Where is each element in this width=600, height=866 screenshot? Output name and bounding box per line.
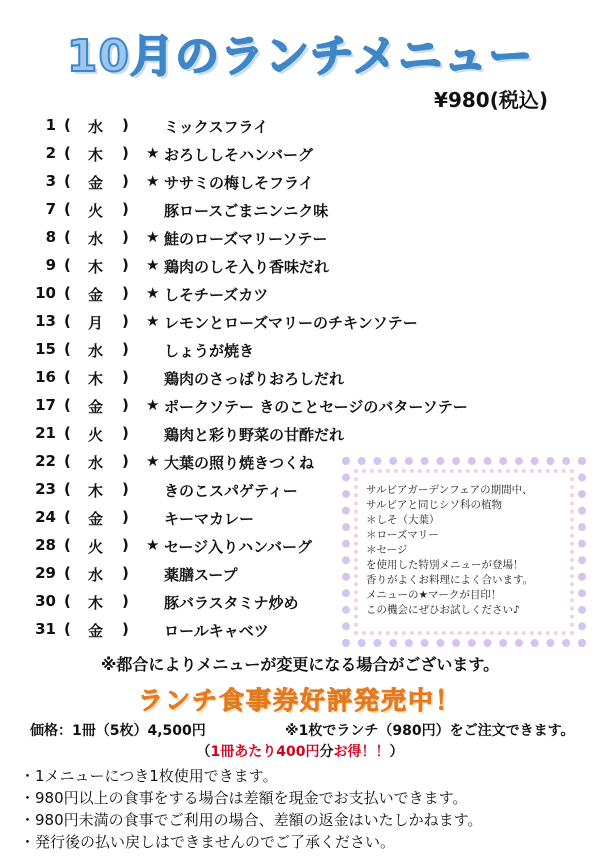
rule-item: ・発行後の払い戻しはできませんのでご了承ください。 [20, 833, 396, 851]
note-line: ＊しそ（大葉） [366, 514, 440, 526]
menu-dish: しそチーズカツ [164, 286, 269, 304]
paren-open: ( [64, 452, 71, 470]
paren-close: ) [122, 564, 129, 582]
menu-dish: キーマカレー [164, 510, 255, 528]
savings-exclaim: お得！！ [333, 744, 390, 760]
paren-close: ) [122, 480, 129, 498]
star-icon: ★ [146, 172, 160, 190]
menu-dish: 鶏肉と彩り野菜の甘酢だれ [164, 426, 345, 444]
star-icon: ★ [146, 228, 160, 246]
menu-day: 30 [35, 592, 56, 610]
menu-dish: おろししそハンバーグ [164, 146, 313, 164]
menu-dish: 鶏肉のさっぱりおろしだれ [164, 370, 345, 388]
menu-day: 24 [35, 508, 56, 526]
paren-close: ) [122, 452, 129, 470]
paren-open: ( [64, 564, 71, 582]
rule-item: ・980円未満の食事でご利用の場合、差額の返金はいたしかねます。 [20, 811, 483, 829]
note-line: ＊セージ [366, 544, 408, 556]
menu-weekday: 金 [88, 510, 104, 528]
menu-dish: 薬膳スープ [164, 566, 238, 584]
ticket-sale-title: ランチ食事券好評発売中！ [137, 686, 462, 715]
menu-dish: ロールキャベツ [164, 622, 269, 640]
ticket-price-line [30, 720, 590, 740]
paren-open: ( [64, 172, 71, 190]
paren-close: ) [122, 200, 129, 218]
menu-weekday: 木 [88, 258, 104, 276]
menu-weekday: 水 [88, 118, 104, 136]
menu-weekday: 火 [88, 202, 104, 220]
paren-open: ( [64, 536, 71, 554]
note-line: を使用した特別メニューが登場！ [366, 559, 524, 571]
menu-dish: ササミの梅しそフライ [164, 174, 314, 192]
star-icon: ★ [146, 536, 160, 554]
menu-day: 7 [45, 200, 56, 218]
menu-day: 15 [35, 340, 56, 358]
note-line: サルビアと同じシソ科の植物 [366, 499, 502, 511]
paren-close: ) [122, 340, 129, 358]
menu-weekday: 火 [88, 538, 104, 556]
menu-day: 28 [35, 536, 56, 554]
menu-weekday: 水 [88, 230, 104, 248]
paren-close: ) [122, 508, 129, 526]
paren-close: ) [122, 284, 129, 302]
lunch-price: ¥980(税込) [434, 88, 548, 112]
paren-close: ) [122, 396, 129, 414]
menu-day: 13 [35, 312, 56, 330]
star-icon: ★ [146, 284, 160, 302]
paren-open: ( [64, 116, 71, 134]
paren-close: ) [122, 256, 129, 274]
note-line: サルビアガーデンフェアの期間中、 [366, 484, 533, 496]
menu-day: 9 [45, 256, 56, 274]
note-line: この機会にぜひお試しください♪ [366, 604, 520, 616]
star-icon: ★ [146, 312, 160, 330]
menu-weekday: 金 [88, 622, 104, 640]
paren-open: ( [64, 200, 71, 218]
paren-open: ( [64, 620, 71, 638]
paren-close: ) [122, 172, 129, 190]
menu-day: 29 [35, 564, 56, 582]
menu-day: 10 [35, 284, 56, 302]
rule-item: ・1メニューにつき1枚使用できます。 [20, 767, 278, 785]
menu-dish: 豚バラスタミナ炒め [164, 594, 299, 612]
menu-dish: 鶏肉のしそ入り香味だれ [164, 258, 330, 276]
paren-close: ) [122, 620, 129, 638]
rule-item: ・980円以上の食事をする場合は差額を現金でお支払いできます。 [20, 789, 468, 807]
menu-weekday: 金 [88, 398, 104, 416]
paren-open: ( [64, 508, 71, 526]
herb-fair-note [342, 457, 586, 647]
menu-weekday: 木 [88, 594, 104, 612]
paren-open: ( [64, 228, 71, 246]
menu-day: 22 [35, 452, 56, 470]
menu-weekday: 月 [88, 314, 104, 332]
menu-dish: きのこスパゲティー [164, 482, 298, 500]
star-icon: ★ [146, 256, 160, 274]
menu-weekday: 火 [88, 426, 104, 444]
paren-close: ) [122, 536, 129, 554]
menu-weekday: 木 [88, 146, 104, 164]
menu-day: 3 [45, 172, 56, 190]
paren-open: ( [64, 312, 71, 330]
star-icon: ★ [146, 396, 160, 414]
menu-dish: ポークソテー きのことセージのバターソテー [164, 398, 468, 416]
ticket-price: 価格：1冊（5枚）4,500円 [30, 723, 206, 739]
note-line: メニューの★マークが目印！ [366, 589, 502, 601]
menu-weekday: 金 [88, 286, 104, 304]
menu-day: 21 [35, 424, 56, 442]
paren-open: ( [64, 368, 71, 386]
menu-dish: レモンとローズマリーのチキンソテー [164, 314, 418, 332]
menu-weekday: 木 [88, 370, 104, 388]
paren-close: ) [122, 368, 129, 386]
page-title: 10月のランチメニュー [66, 31, 534, 82]
menu-dish: 豚ロースごまニンニク味 [164, 202, 329, 220]
paren-close: ) [122, 116, 129, 134]
paren-open: ( [64, 144, 71, 162]
menu-day: 1 [45, 116, 56, 134]
paren-open: ( [64, 424, 71, 442]
paren-close: ) [122, 144, 129, 162]
ticket-savings [0, 741, 600, 761]
paren-close: ） [389, 744, 404, 760]
paren-open: （ [196, 744, 211, 760]
paren-close: ) [122, 424, 129, 442]
savings-highlight: 1冊あたり400円 [210, 744, 320, 760]
paren-open: ( [64, 284, 71, 302]
paren-close: ) [122, 228, 129, 246]
menu-day: 17 [35, 396, 56, 414]
paren-open: ( [64, 592, 71, 610]
menu-change-notice: ※都合によりメニューが変更になる場合がございます。 [100, 655, 500, 674]
menu-weekday: 金 [88, 174, 104, 192]
savings-mid: 分 [319, 744, 334, 760]
paren-close: ) [122, 592, 129, 610]
menu-day: 31 [35, 620, 56, 638]
menu-dish: しょうが焼き [164, 342, 255, 360]
note-line: 香りがよくお料理によく合います。 [366, 574, 534, 586]
menu-weekday: 木 [88, 482, 104, 500]
menu-day: 8 [45, 228, 56, 246]
menu-day: 2 [45, 144, 56, 162]
menu-weekday: 水 [88, 566, 104, 584]
menu-day: 23 [35, 480, 56, 498]
star-icon: ★ [146, 452, 160, 470]
paren-open: ( [64, 340, 71, 358]
menu-weekday: 水 [88, 454, 104, 472]
paren-open: ( [64, 480, 71, 498]
menu-dish: 鮭のローズマリーソテー [164, 230, 328, 248]
paren-open: ( [64, 396, 71, 414]
ticket-rules [20, 765, 482, 853]
menu-dish: 大葉の照り焼きつくね [164, 454, 315, 472]
star-icon: ★ [146, 144, 160, 162]
menu-weekday: 水 [88, 342, 104, 360]
menu-dish: ミックスフライ [164, 118, 269, 136]
note-line: ＊ローズマリー [366, 529, 439, 541]
ticket-usage: ※1枚でランチ（980円）をご注文できます。 [285, 723, 575, 739]
paren-close: ) [122, 312, 129, 330]
paren-open: ( [64, 256, 71, 274]
menu-dish: セージ入りハンバーグ [164, 538, 313, 556]
menu-day: 16 [35, 368, 56, 386]
